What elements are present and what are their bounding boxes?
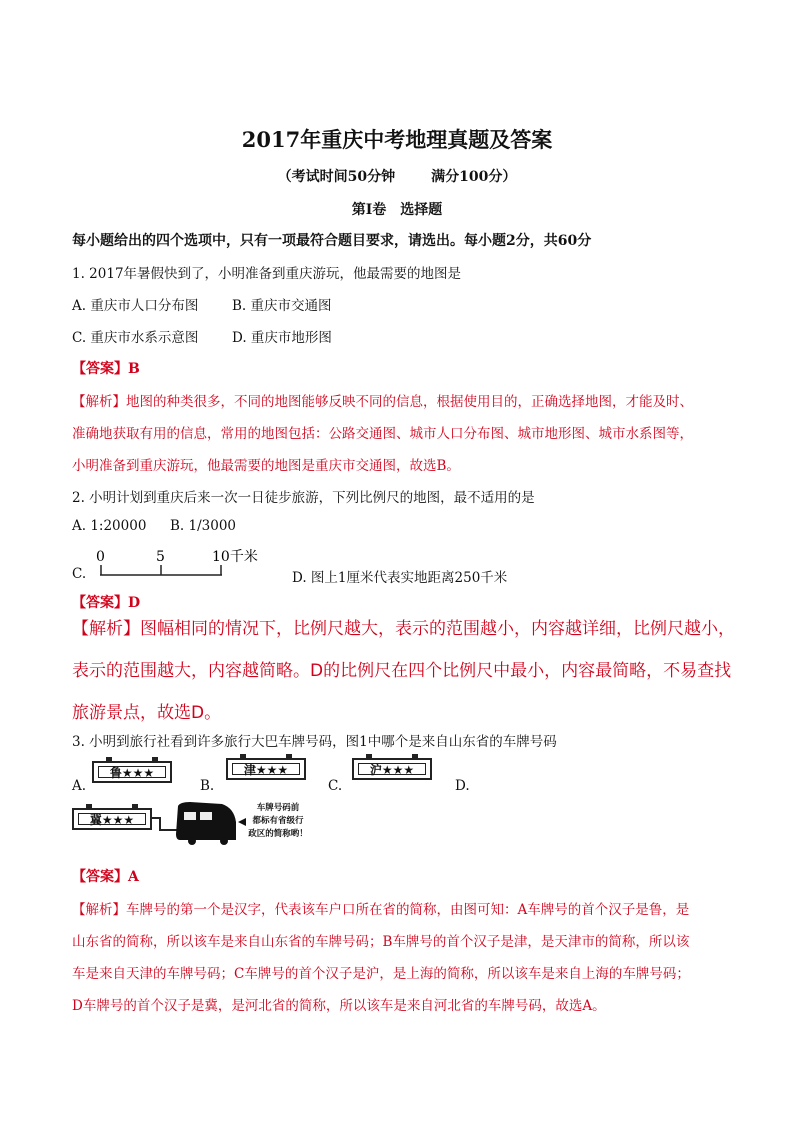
q2-option-c: C. bbox=[72, 566, 87, 582]
plate-d-text: 冀★★★ bbox=[78, 813, 146, 825]
document-title: 2017年重庆中考地理真题及答案 bbox=[241, 127, 553, 152]
license-plate-a bbox=[92, 761, 172, 783]
q1-option-b: B. 重庆市交通图 bbox=[232, 298, 332, 314]
license-plate-b bbox=[226, 758, 306, 780]
q1-option-d: D. 重庆市地形图 bbox=[232, 330, 332, 346]
q2-option-d: D. 图上1厘米代表实地距离250千米 bbox=[292, 570, 508, 586]
q1-answer: 【答案】B bbox=[72, 361, 140, 377]
q3-analysis-line: 车是来自天津的车牌号码；C车牌号的首个汉子是沪，是上海的简称，所以该车是来自上海的车牌号码； bbox=[72, 966, 690, 982]
q2-analysis-line: 表示的范围越大，内容越简略。D的比例尺在四个比例尺中最小，内容最简略，不易查找 bbox=[72, 661, 732, 681]
instruction: 每小题给出的四个选项中，只有一项最符合题目要求，请选出。每小题2分，共60分 bbox=[72, 233, 592, 249]
q3-analysis-line: 【解析】车牌号的第一个是汉字，代表该车户口所在省的简称，由图可知：A车牌号的首个汉子是鲁，是 bbox=[72, 902, 690, 918]
q1-option-a: A. 重庆市人口分布图 bbox=[72, 298, 199, 314]
q1-option-c: C. 重庆市水系示意图 bbox=[72, 330, 199, 346]
q3-answer: 【答案】A bbox=[72, 869, 139, 885]
bubble-line: 车牌号码前 bbox=[256, 803, 300, 813]
q2-option-a: A. 1:20000 bbox=[72, 518, 147, 534]
q1-stem: 1. 2017年暑假快到了，小明准备到重庆游玩，他最需要的地图是 bbox=[72, 266, 462, 282]
exam-score: 满分100分） bbox=[431, 169, 517, 185]
bubble-line: 都标有省级行 bbox=[252, 816, 304, 826]
q1-analysis-line: 【解析】地图的种类很多，不同的地图能够反映不同的信息，根据使用目的，正确选择地图，才能及时、 bbox=[72, 394, 693, 410]
scale-bar bbox=[100, 565, 222, 575]
scale-label-0: 0 bbox=[96, 549, 105, 565]
q3-option-a: A. bbox=[72, 778, 87, 794]
plate-a-text: 鲁★★★ bbox=[98, 766, 166, 778]
exam-time: （考试时间50分钟 bbox=[277, 169, 396, 185]
q3-analysis-line: D车牌号的首个汉子是冀，是河北省的简称，所以该车是来自河北省的车牌号码，故选A。 bbox=[72, 998, 606, 1014]
scale-bar-figure bbox=[90, 544, 280, 580]
license-plate-c bbox=[352, 758, 432, 780]
q2-option-b: B. 1/3000 bbox=[170, 518, 236, 534]
scale-label-5: 5 bbox=[156, 549, 165, 565]
license-plate-d bbox=[72, 808, 152, 830]
scale-label-10km: 10千米 bbox=[212, 549, 258, 565]
plate-c-text: 沪★★★ bbox=[358, 763, 426, 775]
q1-analysis-line: 小明准备到重庆游玩，他最需要的地图是重庆市交通图，故选B。 bbox=[72, 458, 460, 474]
plate-b-text: 津★★★ bbox=[232, 763, 300, 775]
q3-option-b: B. bbox=[200, 778, 215, 794]
exam-info bbox=[0, 166, 794, 186]
bubble-line: 政区的简称哟！ bbox=[248, 829, 308, 839]
q3-option-d: D. bbox=[455, 778, 470, 794]
q2-stem: 2. 小明计划到重庆后来一次一日徒步旅游，下列比例尺的地图，最不适用的是 bbox=[72, 490, 535, 506]
q1-analysis-line: 准确地获取有用的信息，常用的地图包括：公路交通图、城市人口分布图、城市地形图、城市水系图等， bbox=[72, 426, 693, 442]
q2-analysis-line: 旅游景点，故选D。 bbox=[72, 703, 222, 723]
q3-analysis-line: 山东省的简称，所以该车是来自山东省的车牌号码；B车牌号的首个汉子是津，是天津市的简称，所以该 bbox=[72, 934, 690, 950]
section-heading: 第Ⅰ卷 选择题 bbox=[351, 202, 443, 218]
q3-stem: 3. 小明到旅行社看到许多旅行大巴车牌号码，图1中哪个是来自山东省的车牌号码 bbox=[72, 734, 557, 750]
q2-answer: 【答案】D bbox=[72, 595, 141, 611]
q3-option-c: C. bbox=[328, 778, 343, 794]
speech-bubble bbox=[244, 802, 312, 841]
q2-analysis-line: 【解析】图幅相同的情况下，比例尺越大，表示的范围越小，内容越详细，比例尺越小， bbox=[72, 619, 735, 639]
